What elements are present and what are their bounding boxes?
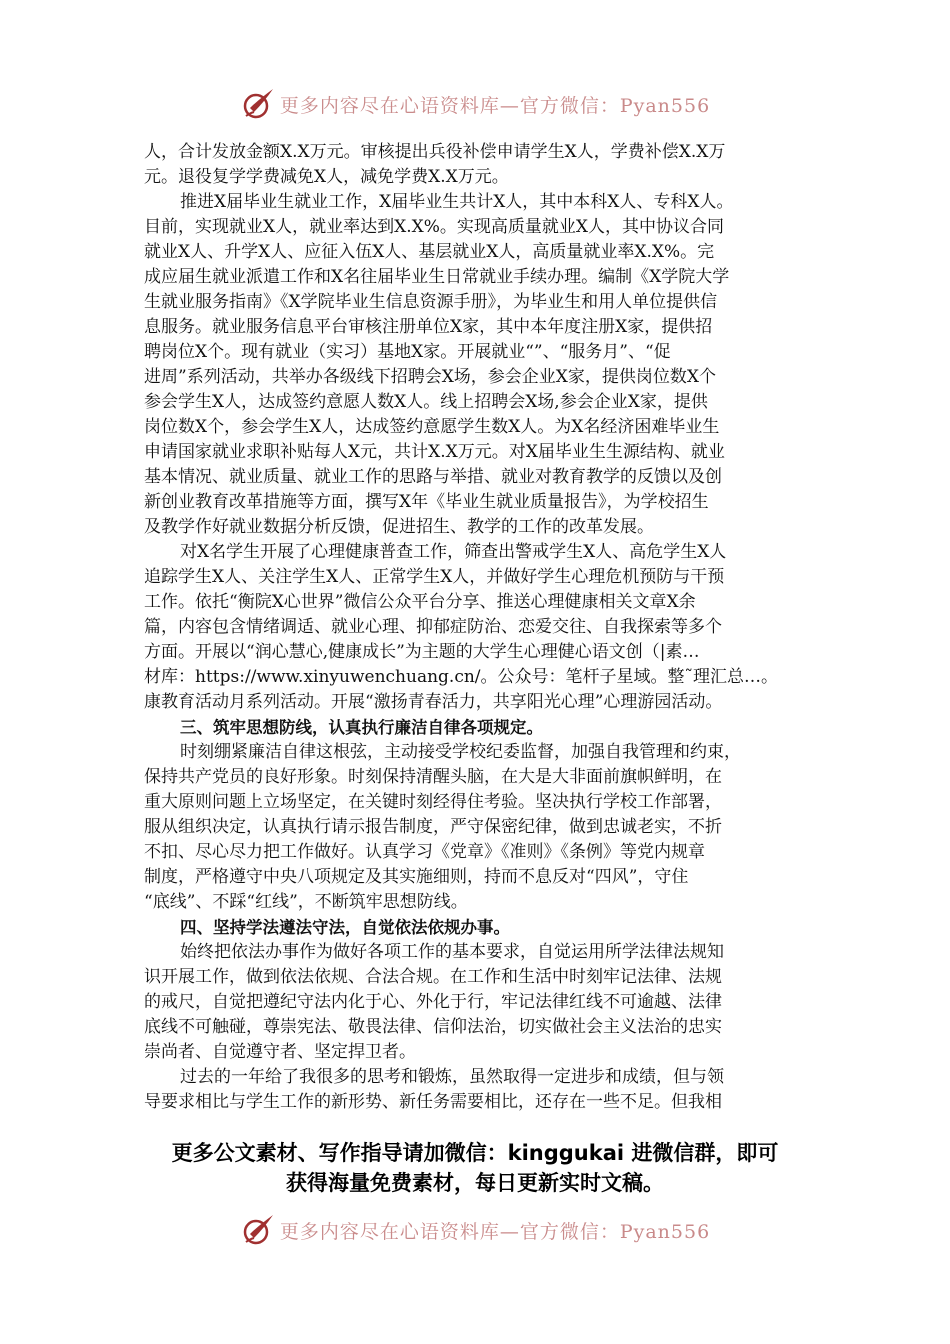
paragraph: [144, 940, 810, 1065]
text-line: 元。退役复学学费减免X人，减免学费X.X万元。: [144, 167, 509, 187]
text-line: 材库：https://www.xinyuwenchuang.cn/。公众号：笔杆子星域。整˜理汇总…。: [144, 667, 779, 687]
text-line: “底线”、不踩“红线”，不断筑牢思想防线。: [144, 892, 468, 912]
text-line: 追踪学生X人、关注学生X人、正常学生X人，并做好学生心理危机预防与干预: [144, 567, 725, 587]
text-line: 岗位数X个，参会学生X人，达成签约意愿学生数X人。为X名经济困难毕业生: [144, 417, 720, 437]
text-line: 时刻绷紧廉洁自律这根弦，主动接受学校纪委监督，加强自我管理和约束，: [180, 742, 741, 762]
text-line: 工作。依托“衡院X心世界”微信公众平台分享、推送心理健康相关文章X余: [144, 592, 696, 612]
paragraph: [144, 540, 810, 715]
promo-line-2: 获得海量免费素材，每日更新实时文稿。: [286, 1171, 664, 1195]
text-line: 制度，严格遵守中央八项规定及其实施细则，持而不息反对“四风”，守住: [144, 867, 689, 887]
text-line: 不扣、尽心尽力把工作做好。认真学习《党章》《准则》《条例》等党内规章: [144, 842, 705, 862]
section-heading: [144, 715, 810, 740]
text-line: 参会学生X人，达成签约意愿人数X人。线上招聘会X场,参会企业X家，提供: [144, 392, 708, 412]
paragraph: [144, 190, 810, 540]
text-line: 四、坚持学法遵法守法，自觉依法依规办事。: [180, 918, 510, 937]
text-line: 目前，实现就业X人，就业率达到X.X%。实现高质量就业X人，其中协议合同: [144, 217, 724, 237]
text-line: 就业X人、升学X人、应征入伍X人、基层就业X人，高质量就业率X.X%。完: [144, 242, 715, 262]
text-line: 成应届生就业派遣工作和X名往届毕业生日常就业手续办理。编制《X学院大学: [144, 267, 730, 287]
watermark-text: 更多内容尽在心语资料库—官方微信：Pyan556: [279, 94, 711, 117]
watermark-text: 更多内容尽在心语资料库—官方微信：Pyan556: [279, 1220, 711, 1243]
text-line: 生就业服务指南》《X学院毕业生信息资源手册》，为毕业生和用人单位提供信: [144, 292, 718, 312]
watermark-banner-bottom: [0, 1210, 950, 1250]
text-line: 康教育活动月系列活动。开展“激扬青春活力，共享阳光心理”心理游园活动。: [144, 692, 723, 712]
text-line: 及教学作好就业数据分析反馈，促进招生、教学的工作的改革发展。: [144, 517, 654, 537]
text-line: 重大原则问题上立场坚定，在关键时刻经得住考验。坚决执行学校工作部署，: [144, 792, 722, 812]
text-line: 篇，内容包含情绪调适、就业心理、抑郁症防治、恋爱交往、自我探索等多个: [144, 617, 722, 637]
text-line: 的戒尺，自觉把遵纪守法内化于心、外化于行，牢记法律红线不可逾越、法律: [144, 992, 722, 1012]
text-line: 始终把依法办事作为做好各项工作的基本要求，自觉运用所学法律法规知: [180, 942, 724, 962]
text-line: 服从组织决定，认真执行请示报告制度，严守保密纪律，做到忠诚老实，不折: [144, 817, 722, 837]
quill-logo-icon: [240, 86, 276, 122]
text-line: 新创业教育改革措施等方面，撰写X年《毕业生就业质量报告》，为学校招生: [144, 492, 709, 512]
document-body: [144, 140, 810, 1115]
text-line: 基本情况、就业质量、就业工作的思路与举措、就业对教育教学的反馈以及创: [144, 467, 722, 487]
text-line: 导要求相比与学生工作的新形势、新任务需要相比，还存在一些不足。但我相: [144, 1092, 722, 1112]
text-line: 底线不可触碰，尊崇宪法、敬畏法律、信仰法治，切实做社会主义法治的忠实: [144, 1017, 722, 1037]
text-line: 过去的一年给了我很多的思考和锻炼，虽然取得一定进步和成绩，但与领: [180, 1067, 724, 1087]
text-line: 方面。开展以“润心慧心,健康成长”为主题的大学生心理健心语文创（|素…: [144, 642, 700, 662]
text-line: 崇尚者、自觉遵守者、坚定捍卫者。: [144, 1042, 416, 1062]
text-line: 人，合计发放金额X.X万元。审核提出兵役补偿申请学生X人，学费补偿X.X万: [144, 142, 726, 162]
section-heading: [144, 915, 810, 940]
text-line: 进周”系列活动，共举办各级线下招聘会X场，参会企业X家，提供岗位数X个: [144, 367, 716, 387]
text-line: 三、筑牢思想防线，认真执行廉洁自律各项规定。: [180, 718, 543, 737]
text-line: 申请国家就业求职补贴每人X元，共计X.X万元。对X届毕业生生源结构、就业: [144, 442, 725, 462]
text-line: 息服务。就业服务信息平台审核注册单位X家，其中本年度注册X家，提供招: [144, 317, 713, 337]
text-line: 对X名学生开展了心理健康普查工作，筛查出警戒学生X人、高危学生X人: [180, 542, 727, 562]
quill-logo-icon: [240, 1212, 276, 1248]
promo-block: [0, 1138, 950, 1198]
paragraph: [144, 740, 810, 915]
text-line: 保持共产党员的良好形象。时刻保持清醒头脑，在大是大非面前旗帜鲜明，在: [144, 767, 722, 787]
promo-line-1: 更多公文素材、写作指导请加微信：kinggukai 进微信群，即可: [171, 1141, 779, 1165]
paragraph: [144, 1065, 810, 1115]
text-line: 识开展工作，做到依法依规、合法合规。在工作和生活中时刻牢记法律、法规: [144, 967, 722, 987]
text-line: 推进X届毕业生就业工作，X届毕业生共计X人，其中本科X人、专科X人。: [180, 192, 734, 212]
watermark-banner-top: [0, 84, 950, 124]
text-line: 聘岗位X个。现有就业（实习）基地X家。开展就业“”、“服务月”、“促: [144, 342, 671, 362]
paragraph: [144, 140, 810, 190]
